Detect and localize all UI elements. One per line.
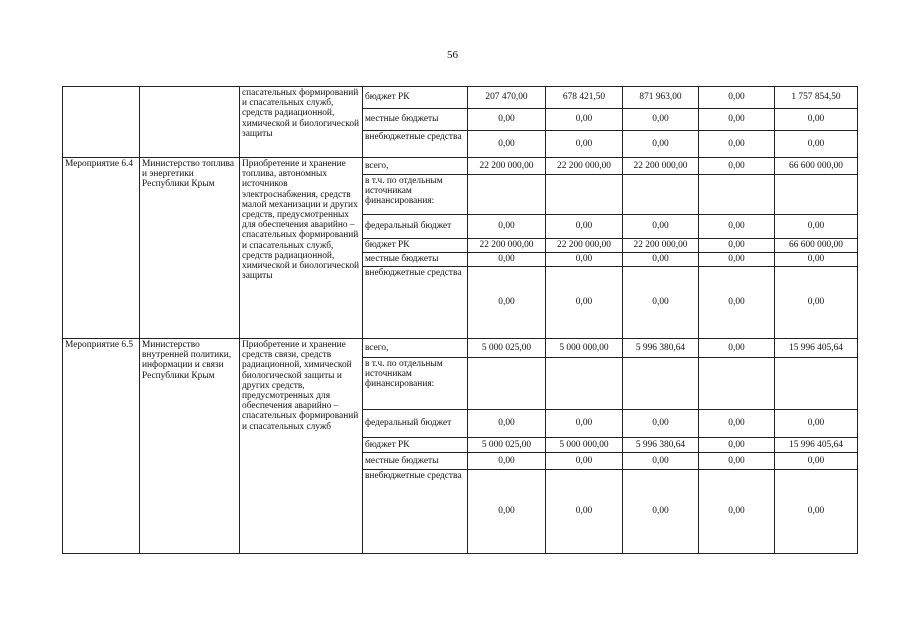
amount-cell <box>699 358 775 410</box>
funding-source-cell: в т.ч. по отдельным источникам финансирования: <box>363 175 468 215</box>
amount-cell: 22 200 000,00 <box>468 239 546 253</box>
amount-cell: 0,00 <box>775 470 858 554</box>
funding-source-cell: внебюджетные средства <box>363 267 468 339</box>
amount-cell: 0,00 <box>699 131 775 158</box>
amount-cell: 0,00 <box>546 215 623 239</box>
amount-cell: 15 996 405,64 <box>775 339 858 358</box>
amount-cell: 0,00 <box>546 267 623 339</box>
amount-cell: 0,00 <box>699 215 775 239</box>
amount-cell: 0,00 <box>699 87 775 109</box>
amount-cell: 0,00 <box>468 109 546 131</box>
page-number: 56 <box>447 49 458 61</box>
amount-cell: 22 200 000,00 <box>546 239 623 253</box>
funding-source-cell: внебюджетные средства <box>363 470 468 554</box>
amount-cell: 5 996 380,64 <box>623 438 699 453</box>
amount-cell: 0,00 <box>775 109 858 131</box>
funding-source-cell: местные бюджеты <box>363 109 468 131</box>
amount-cell: 0,00 <box>775 215 858 239</box>
amount-cell: 0,00 <box>775 267 858 339</box>
amount-cell: 1 757 854,50 <box>775 87 858 109</box>
amount-cell: 0,00 <box>546 470 623 554</box>
amount-cell <box>623 358 699 410</box>
amount-cell: 22 200 000,00 <box>546 158 623 175</box>
amount-cell: 5 996 380,64 <box>623 339 699 358</box>
amount-cell: 0,00 <box>623 215 699 239</box>
amount-cell: 0,00 <box>699 410 775 438</box>
table-row <box>63 87 858 109</box>
amount-cell: 0,00 <box>468 453 546 470</box>
amount-cell: 0,00 <box>623 131 699 158</box>
activity-cell <box>63 87 140 158</box>
description-cell: Приобретение и хранение средств связи, средств радиационной, химической биологической защиты и других средств, предусмотренных для обеспечения аварийно – спасательных формирований и спасательных служб <box>240 339 363 554</box>
financing-table <box>62 86 858 554</box>
executor-cell: Министерство топлива и энергетики Республики Крым <box>140 158 240 339</box>
executor-cell <box>140 87 240 158</box>
amount-cell: 0,00 <box>468 267 546 339</box>
amount-cell: 0,00 <box>623 453 699 470</box>
amount-cell: 5 000 000,00 <box>546 438 623 453</box>
amount-cell: 0,00 <box>468 131 546 158</box>
amount-cell: 0,00 <box>546 410 623 438</box>
amount-cell: 0,00 <box>623 109 699 131</box>
description-cell: Приобретение и хранение топлива, автономных источников электроснабжения, средств малой механизации и других средств, предусмотренных для обеспечения аварийно – спасательных формирований и спасательных служб, средств радиационной, химической и биологической защиты <box>240 158 363 339</box>
activity-cell: Мероприятие 6.5 <box>63 339 140 554</box>
amount-cell: 0,00 <box>699 239 775 253</box>
table-row <box>63 158 858 175</box>
amount-cell: 66 600 000,00 <box>775 239 858 253</box>
amount-cell <box>468 175 546 215</box>
amount-cell <box>546 358 623 410</box>
amount-cell: 22 200 000,00 <box>623 239 699 253</box>
amount-cell <box>775 175 858 215</box>
funding-source-cell: всего, <box>363 339 468 358</box>
amount-cell: 0,00 <box>775 131 858 158</box>
funding-source-cell: в т.ч. по отдельным источникам финансирования: <box>363 358 468 410</box>
amount-cell: 678 421,50 <box>546 87 623 109</box>
amount-cell: 0,00 <box>468 215 546 239</box>
amount-cell: 871 963,00 <box>623 87 699 109</box>
amount-cell <box>699 175 775 215</box>
amount-cell: 0,00 <box>699 453 775 470</box>
amount-cell: 5 000 000,00 <box>546 339 623 358</box>
amount-cell: 0,00 <box>468 410 546 438</box>
amount-cell: 0,00 <box>546 131 623 158</box>
amount-cell: 207 470,00 <box>468 87 546 109</box>
amount-cell: 0,00 <box>546 453 623 470</box>
amount-cell: 0,00 <box>699 267 775 339</box>
amount-cell: 5 000 025,00 <box>468 438 546 453</box>
table-body <box>63 87 858 554</box>
amount-cell: 0,00 <box>623 253 699 267</box>
amount-cell: 0,00 <box>699 158 775 175</box>
funding-source-cell: федеральный бюджет <box>363 410 468 438</box>
funding-source-cell: федеральный бюджет <box>363 215 468 239</box>
amount-cell: 0,00 <box>775 410 858 438</box>
table-row <box>63 339 858 358</box>
funding-source-cell: местные бюджеты <box>363 253 468 267</box>
amount-cell: 22 200 000,00 <box>623 158 699 175</box>
amount-cell: 0,00 <box>775 453 858 470</box>
amount-cell: 0,00 <box>546 253 623 267</box>
amount-cell: 5 000 025,00 <box>468 339 546 358</box>
amount-cell: 0,00 <box>468 470 546 554</box>
amount-cell: 0,00 <box>699 109 775 131</box>
amount-cell: 0,00 <box>623 267 699 339</box>
amount-cell: 0,00 <box>775 253 858 267</box>
amount-cell <box>775 358 858 410</box>
amount-cell: 0,00 <box>699 253 775 267</box>
funding-source-cell: местные бюджеты <box>363 453 468 470</box>
amount-cell: 0,00 <box>623 410 699 438</box>
amount-cell: 15 996 405,64 <box>775 438 858 453</box>
amount-cell <box>546 175 623 215</box>
amount-cell: 0,00 <box>546 109 623 131</box>
funding-source-cell: всего, <box>363 158 468 175</box>
funding-source-cell: бюджет РК <box>363 438 468 453</box>
amount-cell: 0,00 <box>699 470 775 554</box>
amount-cell: 66 600 000,00 <box>775 158 858 175</box>
amount-cell: 0,00 <box>699 339 775 358</box>
amount-cell <box>468 358 546 410</box>
amount-cell: 22 200 000,00 <box>468 158 546 175</box>
amount-cell: 0,00 <box>623 470 699 554</box>
amount-cell <box>623 175 699 215</box>
amount-cell: 0,00 <box>699 438 775 453</box>
amount-cell: 0,00 <box>468 253 546 267</box>
description-cell: спасательных формирований и спасательных служб, средств радиационной, химической и биологической защиты <box>240 87 363 158</box>
executor-cell: Министерство внутренней политики, информации и связи Республики Крым <box>140 339 240 554</box>
funding-source-cell: бюджет РК <box>363 87 468 109</box>
funding-source-cell: бюджет РК <box>363 239 468 253</box>
activity-cell: Мероприятие 6.4 <box>63 158 140 339</box>
funding-source-cell: внебюджетные средства <box>363 131 468 158</box>
